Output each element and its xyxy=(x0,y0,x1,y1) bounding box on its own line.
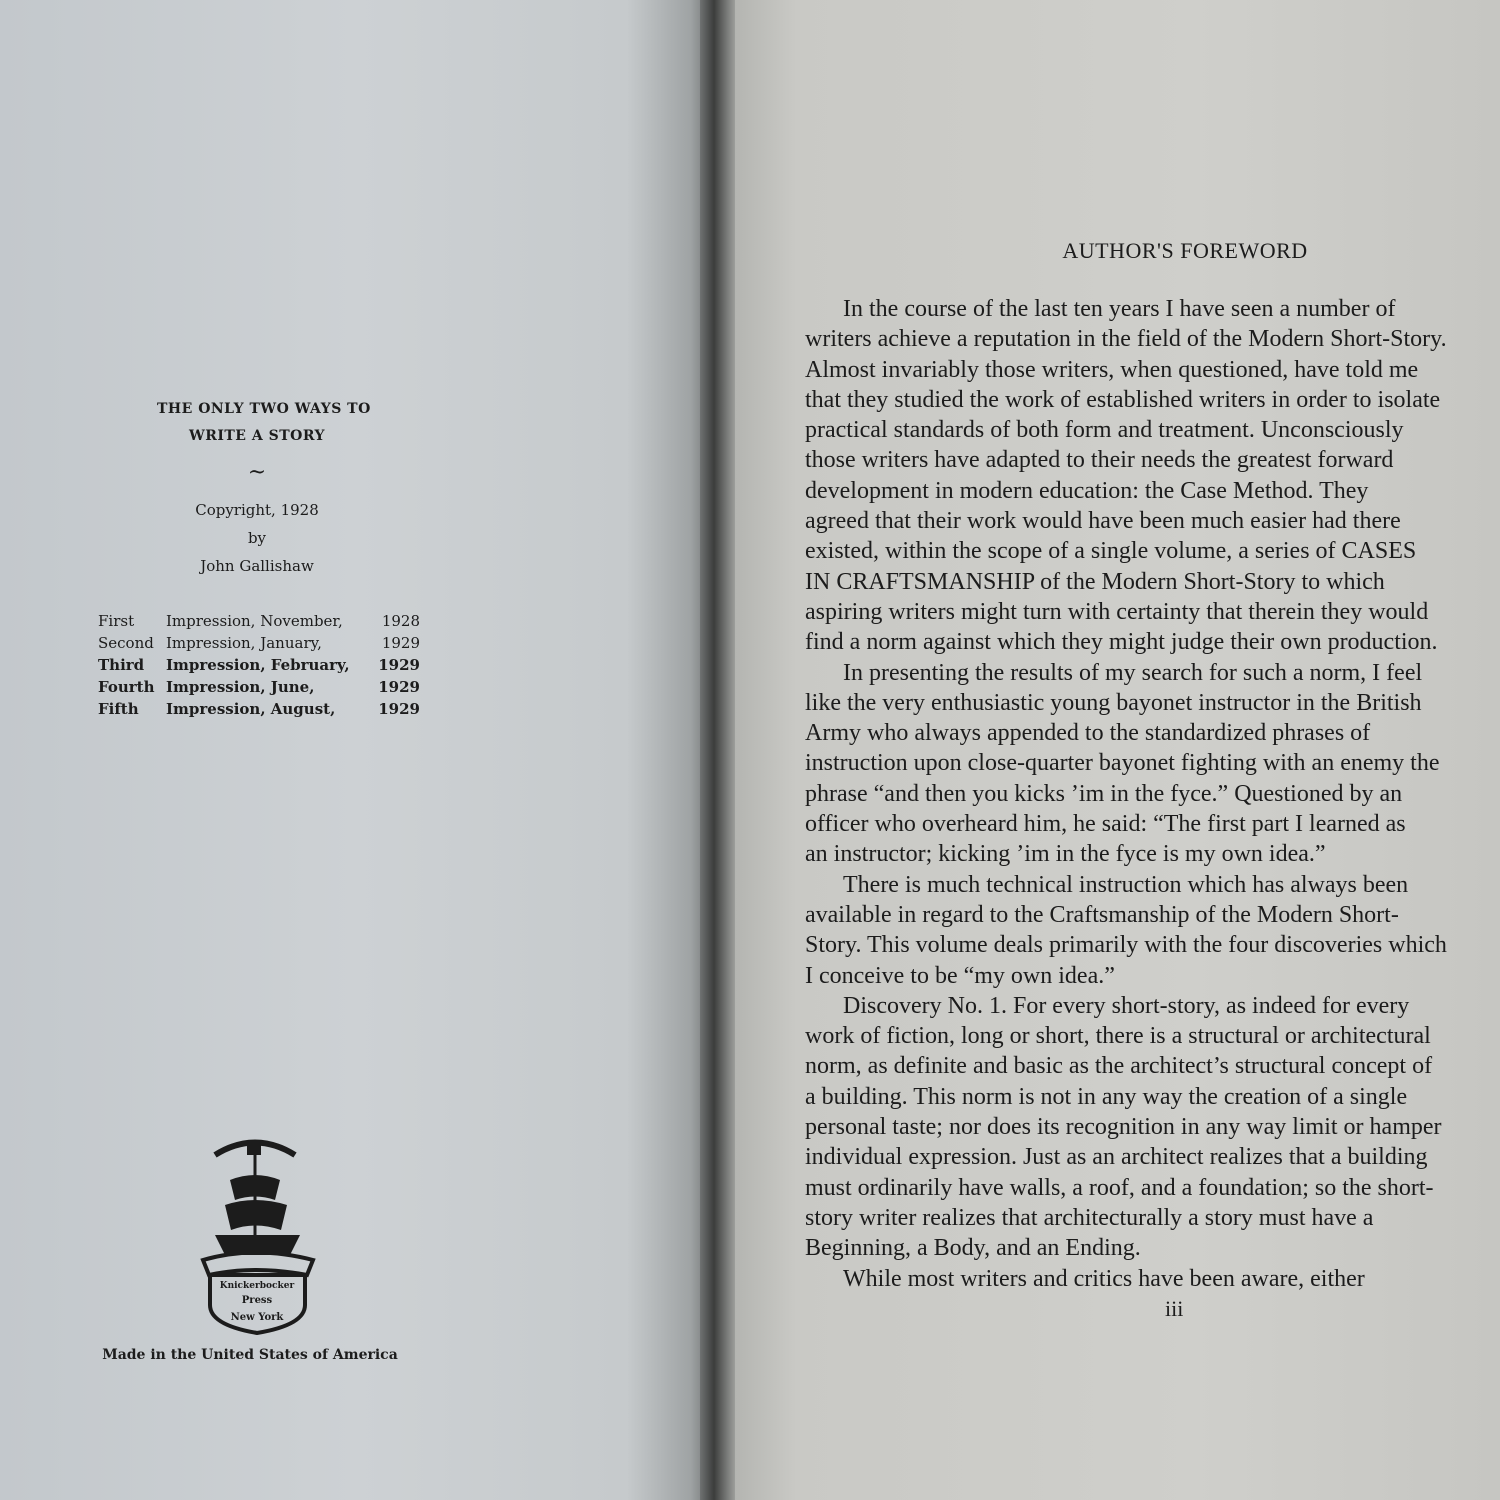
text-line: IN CRAFTSMANSHIP of the Modern Short-Story to which xyxy=(805,568,1385,595)
text-line: officer who overheard him, he said: “The first part I learned as xyxy=(805,811,1406,838)
year: 1929 xyxy=(378,700,420,718)
text-line: instruction upon close-quarter bayonet fighting with an enemy the xyxy=(805,750,1440,777)
ordinal: Fifth xyxy=(98,700,139,718)
text-line: development in modern education: the Case Method. They xyxy=(805,477,1369,504)
text-line: There is much technical instruction which has always been xyxy=(843,871,1409,898)
impression-label: Impression, August, xyxy=(166,700,336,718)
text-line: those writers have adapted to their needs the greatest forward xyxy=(805,447,1394,474)
text-line: Almost invariably those writers, when questioned, have told me xyxy=(805,356,1419,383)
text-line: I conceive to be “my own idea.” xyxy=(805,962,1115,989)
text-line: individual expression. Just as an architect realizes that a building xyxy=(805,1144,1428,1171)
left-page xyxy=(0,0,712,1500)
year: 1929 xyxy=(378,678,420,696)
page-number: iii xyxy=(1165,1296,1184,1321)
ordinal: Second xyxy=(98,634,154,652)
impression-row xyxy=(98,654,420,676)
year: 1928 xyxy=(381,612,420,630)
text-line: In the course of the last ten years I have seen a number of xyxy=(843,296,1396,322)
text-line: existed, within the scope of a single volume, a series of CASES xyxy=(805,538,1417,565)
ordinal: First xyxy=(98,612,135,630)
ordinal: Fourth xyxy=(98,678,155,696)
text-line: While most writers and critics have been aware, either xyxy=(843,1265,1365,1292)
made-in-usa: Made in the United States of America xyxy=(102,1347,398,1363)
text-line: norm, as definite and basic as the architect’s structural concept of xyxy=(805,1053,1433,1080)
text-line: that they studied the work of established writers in order to isolate xyxy=(805,386,1441,413)
copyright: Copyright, 1928 xyxy=(195,501,319,519)
impression-label: Impression, June, xyxy=(166,678,315,696)
text-line: In presenting the results of my search for such a norm, I feel xyxy=(843,659,1423,686)
text-line: like the very enthusiastic young bayonet instructor in the British xyxy=(805,689,1422,716)
text-line: Beginning, a Body, and an Ending. xyxy=(805,1235,1141,1262)
book-title-line-1: THE ONLY TWO WAYS TO xyxy=(157,401,371,417)
text-line: Discovery No. 1. For every short-story, as indeed for every xyxy=(843,992,1410,1019)
text-line: find a norm against which they might judge their own production. xyxy=(805,629,1438,656)
text-line: practical standards of both form and treatment. Unconsciously xyxy=(805,417,1404,444)
impression-row xyxy=(98,610,420,632)
knickerbocker-press-ship-logo xyxy=(195,1125,320,1335)
text-line: story writer realizes that architecturally a story must have a xyxy=(805,1204,1374,1231)
impression-label: Impression, February, xyxy=(166,656,350,674)
text-line: phrase “and then you kicks ’im in the fyce.” Questioned by an xyxy=(805,780,1403,807)
text-line: agreed that their work would have been much easier had there xyxy=(805,508,1401,535)
year: 1929 xyxy=(378,656,420,674)
book-gutter xyxy=(700,0,740,1500)
ornament: ~ xyxy=(247,460,267,485)
impression-row xyxy=(98,632,420,654)
impression-label: Impression, November, xyxy=(166,612,343,630)
text-line: personal taste; nor does its recognition in any way limit or hamper xyxy=(805,1114,1442,1141)
text-line: writers achieve a reputation in the field of the Modern Short-Story. xyxy=(805,326,1447,353)
text-line: Story. This volume deals primarily with the four discoveries which xyxy=(805,932,1447,959)
text-line: an instructor; kicking ’im in the fyce is my own idea.” xyxy=(805,841,1326,868)
svg-text:Knickerbocker: Knickerbocker xyxy=(219,1281,295,1291)
text-line: work of fiction, long or short, there is a structural or architectural xyxy=(805,1023,1431,1050)
text-line: a building. This norm is not in any way the creation of a single xyxy=(805,1083,1408,1110)
book-title-line-2: WRITE A STORY xyxy=(188,428,326,444)
author: John Gallishaw xyxy=(200,557,314,575)
impression-label: Impression, January, xyxy=(166,634,322,652)
ordinal: Third xyxy=(98,656,145,674)
impressions-list xyxy=(98,610,420,720)
text-line: must ordinarily have walls, a roof, and a foundation; so the short- xyxy=(805,1174,1434,1201)
foreword-body xyxy=(805,294,1500,1294)
right-page xyxy=(735,0,1500,1500)
year: 1929 xyxy=(381,634,420,652)
text-line: Army who always appended to the standardized phrases of xyxy=(805,720,1371,747)
foreword-title: AUTHOR'S FOREWORD xyxy=(1062,238,1308,263)
svg-text:New York: New York xyxy=(230,1312,284,1323)
svg-text:Press: Press xyxy=(241,1295,273,1306)
text-line: available in regard to the Craftsmanship of the Modern Short- xyxy=(805,901,1399,928)
by-line: by xyxy=(247,529,267,547)
impression-row xyxy=(98,698,420,720)
impression-row xyxy=(98,676,420,698)
text-line: aspiring writers might turn with certainty that therein they would xyxy=(805,598,1429,625)
